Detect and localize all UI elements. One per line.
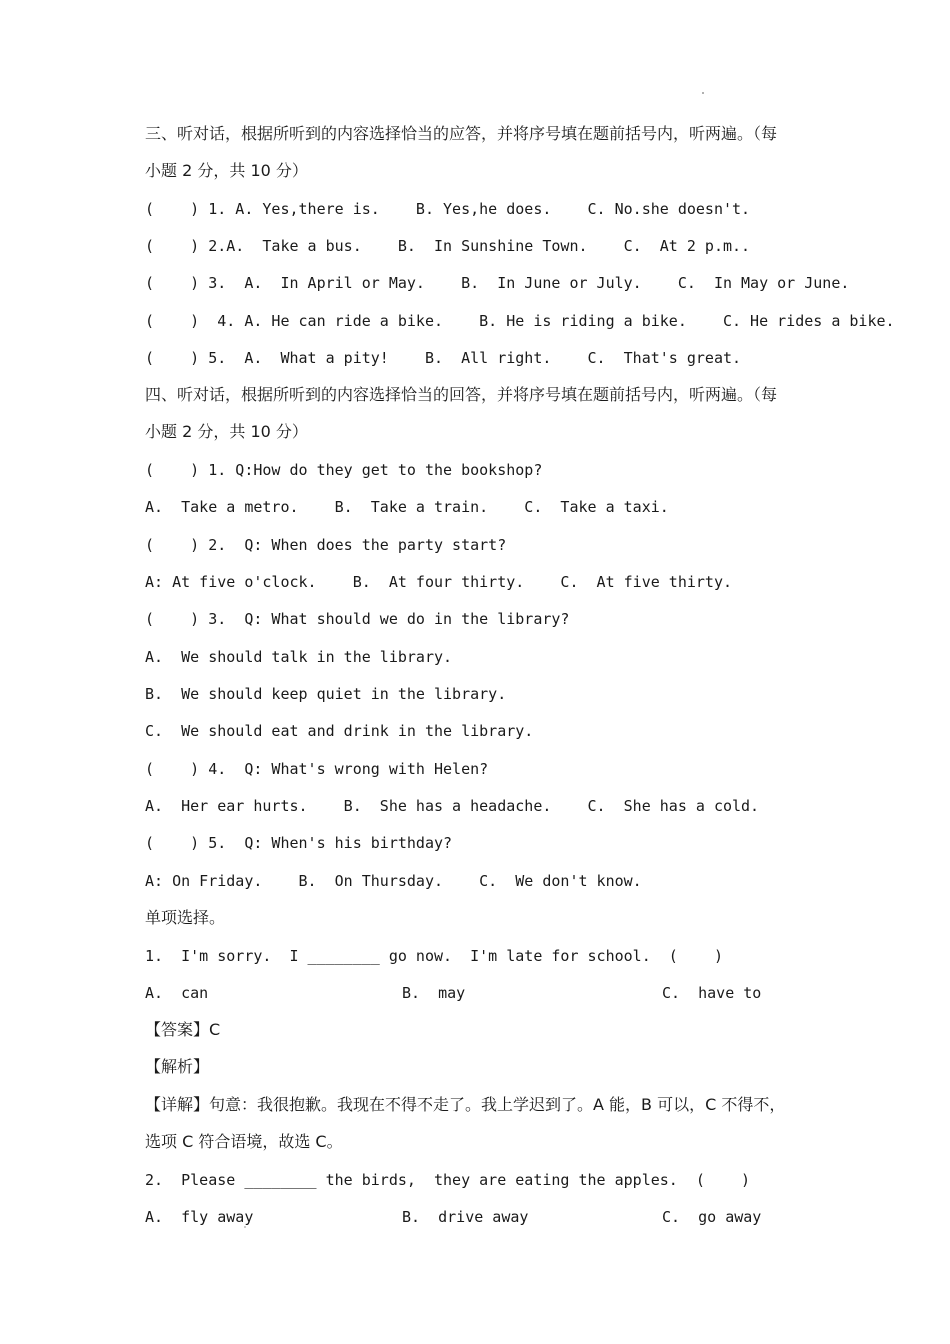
section4-heading: 四、听对话，根据所听到的内容选择恰当的回答，并将序号填在题前括号内，听两遍。（每 — [145, 385, 778, 404]
section4-q3-option-b: B. We should keep quiet in the library. — [145, 685, 507, 703]
question-2-option-b: B. drive away — [402, 1208, 529, 1226]
question-1-detail-cont: 选项 C 符合语境，故选 C。 — [145, 1132, 343, 1151]
question-1-analysis: 【解析】 — [145, 1057, 210, 1076]
section4-q3: ( ) 3. Q: What should we do in the library? — [145, 610, 570, 628]
section4-q2-options: A: At five o'clock. B. At four thirty. C. At five thirty. — [145, 573, 732, 591]
section4-q2: ( ) 2. Q: When does the party start? — [145, 536, 507, 554]
question-1-answer: 【答案】C — [145, 1020, 221, 1039]
section3-heading: 三、听对话，根据所听到的内容选择恰当的应答，并将序号填在题前括号内，听两遍。（每 — [145, 124, 778, 143]
section3-item-5: ( ) 5. A. What a pity! B. All right. C. That's great. — [145, 349, 742, 367]
page-mark-bottom — [244, 1226, 246, 1228]
section4-q4: ( ) 4. Q: What's wrong with Helen? — [145, 760, 489, 778]
question-1-detail: 【详解】句意：我很抱歉。我现在不得不走了。我上学迟到了。A 能，B 可以，C 不得不， — [145, 1095, 786, 1114]
section4-q4-options: A. Her ear hurts. B. She has a headache. C. She has a cold. — [145, 797, 760, 815]
section3-heading-cont: 小题 2 分，共 10 分） — [145, 161, 308, 180]
section3-item-1: ( ) 1. A. Yes,there is. B. Yes,he does. C. No.she doesn't. — [145, 200, 751, 218]
question-2-option-a: A. fly away — [145, 1208, 254, 1226]
single-choice-title: 单项选择。 — [145, 908, 226, 927]
section4-q3-option-a: A. We should talk in the library. — [145, 648, 453, 666]
section4-q3-option-c: C. We should eat and drink in the library. — [145, 722, 534, 740]
section4-q1-options: A. Take a metro. B. Take a train. C. Take a taxi. — [145, 498, 669, 516]
question-2-stem: 2. Please ________ the birds, they are eating the apples. ( ) — [145, 1171, 751, 1189]
section4-q5: ( ) 5. Q: When's his birthday? — [145, 834, 453, 852]
section3-item-3: ( ) 3. A. In April or May. B. In June or July. C. In May or June. — [145, 274, 850, 292]
question-1-option-a: A. can — [145, 984, 209, 1002]
section3-item-4: ( ) 4. A. He can ride a bike. B. He is riding a bike. C. He rides a bike. — [145, 312, 895, 330]
question-2-option-c: C. go away — [662, 1208, 762, 1226]
section4-q1: ( ) 1. Q:How do they get to the bookshop? — [145, 461, 543, 479]
section4-q5-options: A: On Friday. B. On Thursday. C. We don't know. — [145, 872, 642, 890]
question-1-stem: 1. I'm sorry. I ________ go now. I'm late for school. ( ) — [145, 947, 723, 965]
section3-item-2: ( ) 2.A. Take a bus. B. In Sunshine Town. C. At 2 p.m.. — [145, 237, 751, 255]
section4-heading-cont: 小题 2 分，共 10 分） — [145, 422, 308, 441]
question-1-option-b: B. may — [402, 984, 466, 1002]
page-mark — [702, 92, 704, 94]
question-1-option-c: C. have to — [662, 984, 762, 1002]
